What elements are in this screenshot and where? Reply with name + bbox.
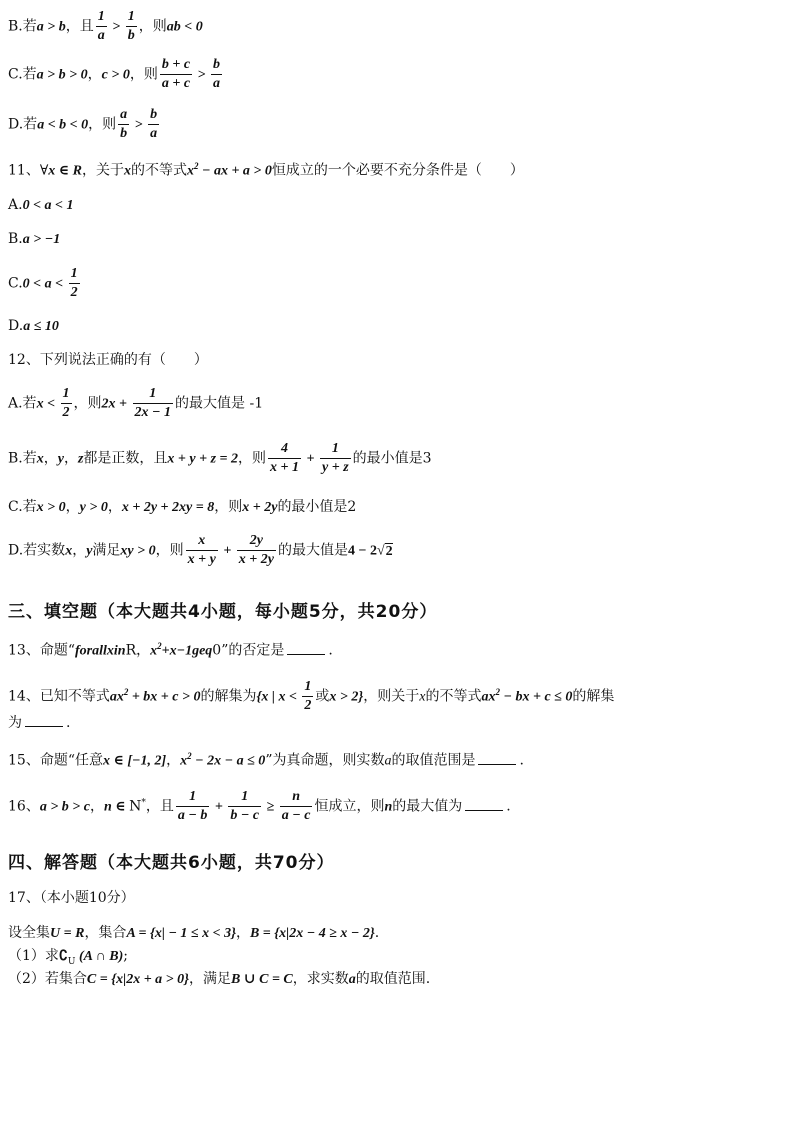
fraction: $\frac{1}{2}$ — [304, 679, 312, 713]
text: . — [328, 642, 333, 659]
math: x — [186, 163, 194, 179]
math: B = {x|2x − 4 ≥ x − 2} — [249, 926, 375, 941]
math: x — [419, 689, 426, 705]
math: x — [150, 643, 158, 659]
math: {x | x < — [256, 689, 301, 705]
math: c > 0 — [101, 67, 130, 83]
text: ; — [123, 948, 128, 964]
text: ，则 — [129, 66, 158, 83]
math: z — [77, 451, 84, 467]
text: ， — [166, 752, 181, 769]
sqrt-sign: √ — [376, 543, 385, 559]
math: y > 0 — [79, 500, 108, 515]
math: x + 2y + 2xy = 8 — [121, 500, 215, 515]
option-label: D. — [8, 318, 24, 334]
math: n ∈ — [104, 799, 130, 815]
math: > — [131, 117, 147, 133]
complement-symbol: ∁ — [58, 949, 68, 964]
text: . — [519, 752, 524, 769]
q12-option-a — [8, 387, 263, 420]
math: forallxin — [74, 643, 126, 659]
text: ，满足 — [189, 971, 232, 987]
text: （1）求 — [8, 948, 59, 964]
option-label: B. — [8, 231, 23, 247]
text: ， — [90, 798, 104, 815]
option-label: B.若 — [8, 450, 37, 467]
math: ab < 0 — [166, 19, 203, 35]
math: +x−1geq — [161, 643, 213, 659]
math: a > −1 — [22, 232, 61, 247]
math: x > 0 — [36, 500, 66, 515]
text: 13、命题“ — [8, 642, 75, 659]
math: x — [123, 163, 131, 179]
text: 恒成立，则 — [314, 798, 385, 815]
q11-option-a — [8, 198, 74, 213]
radicand: 2 — [385, 543, 393, 559]
fraction: $\frac{1}{2}$ — [70, 266, 78, 300]
text: 0”的否定是 — [212, 642, 285, 659]
text: 恒成立的一个必要不充分条件是（ ） — [271, 162, 524, 179]
fraction: $\frac{1}{y + z}$ — [322, 441, 349, 475]
superscript: 2 — [193, 161, 199, 171]
math: y — [57, 451, 64, 467]
q17-part2 — [8, 972, 430, 987]
q12-option-d — [8, 534, 393, 567]
math: a > b > 0 — [36, 67, 88, 83]
math: ax — [109, 689, 124, 705]
text: ，则 — [88, 116, 117, 133]
math: (A ∩ B) — [75, 949, 124, 964]
text: ，则 — [214, 499, 243, 515]
math: − ax + a > 0 — [198, 163, 272, 179]
text: ”为真命题，则实数 — [265, 752, 385, 769]
text: ， — [107, 499, 122, 515]
q10-option-c — [8, 58, 224, 91]
text: ， — [63, 450, 78, 467]
superscript: 2 — [187, 751, 192, 761]
text: . — [374, 925, 380, 941]
q12-option-c — [8, 500, 356, 515]
superscript: 2 — [123, 687, 129, 698]
q11-option-b — [8, 232, 60, 247]
math: x — [36, 451, 44, 467]
text: ，集合 — [84, 925, 127, 941]
superscript: * — [141, 798, 146, 809]
q11-stem — [8, 162, 524, 179]
option-label: A. — [8, 197, 23, 213]
q15 — [8, 752, 524, 769]
math: A = {x| − 1 ≤ x < 3} — [126, 926, 236, 941]
fraction: $\frac{1}{a}$ — [97, 9, 105, 43]
text: R， — [125, 642, 151, 659]
text: ，则 — [238, 450, 267, 467]
math: x — [180, 753, 188, 769]
math: x + 2y — [242, 500, 278, 515]
fraction: $\frac{1}{2}$ — [62, 386, 70, 420]
answer-blank[interactable] — [25, 716, 63, 727]
q17-title: 17、（本小题10分） — [8, 890, 135, 906]
q16 — [8, 790, 511, 823]
q10-option-d — [8, 108, 161, 141]
text: ， — [65, 499, 80, 515]
math: xy > 0 — [120, 543, 156, 559]
math: a — [348, 972, 356, 987]
math: ax — [481, 689, 496, 705]
math: − 2x − a ≤ 0 — [191, 753, 266, 769]
math: a — [384, 753, 392, 769]
q14-line1 — [8, 680, 614, 713]
math: x + y + z = 2 — [167, 451, 239, 467]
answer-blank[interactable] — [287, 644, 325, 655]
option-label: A.若 — [8, 395, 37, 412]
math: + — [303, 451, 318, 467]
text: ，关于 — [81, 162, 124, 179]
q13 — [8, 642, 333, 659]
fraction: $\frac{1}{a - b}$ — [177, 789, 208, 823]
fraction: $\frac{1}{b - c}$ — [230, 789, 260, 823]
q12-stem: 12、下列说法正确的有（ ） — [8, 352, 208, 368]
text: 的取值范围是 — [391, 752, 476, 769]
subscript: U — [67, 956, 76, 967]
text: 的最大值是 -1 — [175, 395, 264, 412]
q14-line2 — [8, 716, 70, 730]
text: 的解集为 — [200, 688, 257, 705]
math: 0 < a < 1 — [22, 198, 74, 213]
option-label: C.若 — [8, 499, 37, 515]
fraction: $\frac{b}{a}$ — [150, 107, 158, 141]
math: − bx + c ≤ 0 — [500, 689, 573, 705]
text: 的解集 — [572, 688, 615, 705]
math: x ∈ R — [48, 163, 82, 179]
text: 的最大值为 — [392, 798, 463, 815]
math: x > 2} — [329, 689, 364, 705]
math: x — [65, 543, 73, 559]
option-label: B.若 — [8, 18, 37, 35]
text: 为 — [8, 715, 22, 731]
math: x < — [36, 396, 59, 412]
answer-blank[interactable] — [478, 754, 516, 765]
option-label: D.若实数 — [8, 542, 66, 559]
text: ， — [235, 925, 250, 941]
math: U = R — [50, 926, 85, 941]
fraction: $\frac{b + c}{a + c}$ — [161, 57, 191, 91]
fraction: $\frac{x}{x + y}$ — [187, 533, 216, 567]
text: 的不等式 — [425, 688, 482, 705]
text: ，则关于 — [363, 688, 420, 705]
text: . — [506, 798, 511, 815]
math: a > b > c — [39, 799, 90, 815]
natural-numbers-symbol: N — [129, 798, 142, 815]
math: 0 < a < — [22, 276, 67, 292]
math: y — [86, 543, 93, 559]
q11-option-d — [8, 319, 59, 334]
text: . — [66, 715, 71, 731]
math: a > b — [36, 19, 66, 35]
fraction: $\frac{2y}{x + 2y}$ — [238, 533, 274, 567]
text: （2）若集合 — [8, 971, 87, 987]
math: 2x + — [101, 396, 131, 412]
text: 的最小值是2 — [277, 499, 357, 515]
text: 满足 — [92, 542, 121, 559]
answer-blank[interactable] — [465, 800, 503, 811]
math: + — [219, 543, 235, 559]
text: 的最大值是 — [278, 542, 348, 559]
math: 4 − 2 — [348, 543, 377, 559]
math: > — [194, 67, 210, 83]
math: B ∪ C = C — [231, 972, 293, 987]
text: ，则 — [155, 542, 184, 559]
math: n — [384, 799, 393, 815]
fraction: $\frac{a}{b}$ — [120, 107, 128, 141]
math: a < b < 0 — [37, 117, 89, 133]
q17-part1 — [8, 949, 128, 967]
math: + — [211, 799, 227, 815]
math: a ≤ 10 — [23, 319, 59, 334]
text: 14、已知不等式 — [8, 688, 110, 705]
section-heading-solve: 四、解答题（本大题共6小题，共70分） — [8, 853, 335, 873]
math: x ∈ [−1, 2] — [102, 753, 167, 769]
q11-option-c — [8, 267, 82, 300]
fraction: $\frac{1}{b}$ — [127, 9, 135, 43]
superscript: 2 — [495, 687, 500, 698]
q17-stem — [8, 926, 379, 941]
math: > — [108, 19, 124, 35]
text: 的最小值是3 — [352, 450, 432, 467]
math: + bx + c > 0 — [128, 689, 201, 705]
text: ，且 — [65, 18, 94, 35]
option-label: D.若 — [8, 116, 38, 133]
text: 设全集 — [8, 925, 50, 941]
text: ， — [43, 450, 58, 467]
option-label: C.若 — [8, 66, 37, 83]
text: 16、 — [8, 798, 40, 815]
text: 的取值范围. — [355, 971, 431, 987]
math: C = {x|2x + a > 0} — [86, 972, 190, 987]
text: ， — [72, 542, 87, 559]
text: ，求实数 — [292, 971, 349, 987]
fraction: $\frac{4}{x + 1}$ — [270, 441, 300, 475]
text: 11、∀ — [8, 162, 49, 179]
option-label: C. — [8, 275, 23, 292]
fraction: $\frac{b}{a}$ — [213, 57, 221, 91]
text: ， — [87, 66, 102, 83]
text: ，则 — [73, 395, 102, 412]
text: ，则 — [138, 18, 167, 35]
text: 或 — [315, 688, 330, 705]
fraction: $\frac{1}{2x - 1}$ — [134, 386, 172, 420]
superscript: 2 — [157, 641, 162, 651]
text: 都是正数，且 — [83, 450, 168, 467]
text: 的不等式 — [130, 162, 187, 179]
q12-option-b — [8, 442, 432, 475]
math: ≥ — [263, 799, 278, 815]
fraction: $\frac{n}{a - c}$ — [281, 789, 311, 823]
section-heading-fill-in: 三、填空题（本大题共4小题，每小题5分，共20分） — [8, 602, 438, 622]
q10-option-b — [8, 10, 203, 43]
text: ，且 — [145, 798, 174, 815]
text: 15、命题“任意 — [8, 752, 103, 769]
